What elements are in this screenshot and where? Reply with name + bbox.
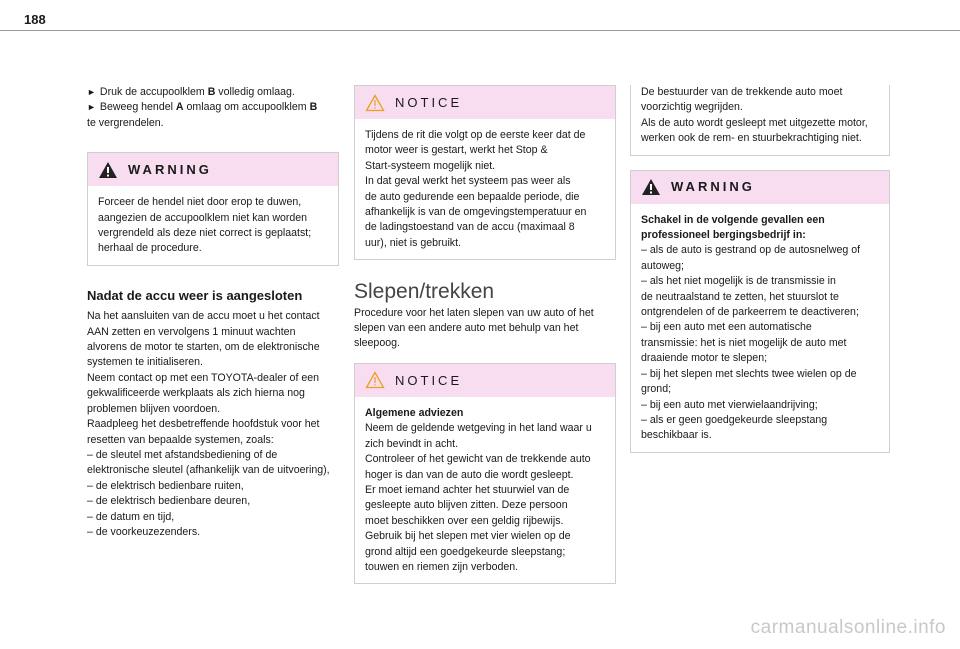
warning-line: vergrendeld als deze niet correct is geplaatst;: [98, 227, 312, 240]
body-line: alvorens de motor te starten, om de elektronische: [87, 341, 320, 354]
warning-line: – bij het slepen met slechts twee wielen op de: [641, 367, 857, 380]
body-line: resetten van bepaalde systemen, zoals:: [87, 433, 274, 446]
section-title: Nadat de accu weer is aangesloten: [87, 287, 303, 303]
body-line: De bestuurder van de trekkende auto moet: [641, 86, 843, 98]
notice-line: Start-systeem mogelijk niet.: [365, 159, 496, 172]
warning-header: [631, 171, 889, 204]
warning-line: transmissie: het is niet mogelijk de auto met: [641, 336, 847, 349]
warning-bold-line: professioneel bergingsbedrijf in:: [641, 229, 806, 242]
notice-box-2: [354, 363, 616, 584]
intro-text: [354, 306, 616, 352]
warning-body: [631, 204, 889, 452]
warning-line: – als het niet mogelijk is de transmissie in: [641, 275, 836, 288]
step-text-bold: B: [207, 86, 216, 98]
body-line: Neem contact op met een TOYOTA-dealer of een: [87, 371, 320, 384]
step-text: te vergrendelen.: [87, 116, 164, 129]
column-3: [630, 85, 890, 453]
warning-title: WARNING: [128, 162, 212, 178]
notice-triangle-icon: [365, 371, 385, 389]
warning-line: Forceer de hendel niet door erop te duwen,: [98, 196, 302, 209]
notice-title: NOTICE: [395, 372, 463, 388]
notice-line: touwen en riemen zijn verboden.: [365, 560, 519, 573]
warning-title: WARNING: [671, 179, 755, 195]
notice-line: de auto gedurende een bepaalde periode, die: [365, 190, 580, 203]
body-line: – de elektrisch bedienbare deuren,: [87, 495, 251, 508]
column-1: [87, 85, 339, 540]
notice-line: hoger is dan van de auto die wordt gesleept.: [365, 468, 574, 481]
section-heading: Slepen/trekken: [354, 280, 495, 304]
body-line: werken ook de rem- en stuurbekrachtiging niet.: [641, 132, 862, 145]
body-line: Na het aansluiten van de accu moet u het contact: [87, 310, 320, 323]
warning-line: ontgrendelen of de parkeerrem te deactiveren;: [641, 306, 859, 319]
notice-line: moet beschikken over een geldig rijbewijs.: [365, 514, 564, 527]
notice-line: In dat geval werkt het systeem pas weer als: [365, 175, 571, 188]
notice-line: afhankelijk is van de omgevingstemperatuur en: [365, 206, 587, 219]
arrow-icon: ►: [87, 87, 96, 97]
notice-body: [355, 397, 615, 583]
notice-line: motor weer is gestart, werkt het Stop &: [365, 144, 548, 157]
body-line: – de voorkeuzezenders.: [87, 525, 201, 538]
warning-bold-line: Schakel in de volgende gevallen een: [641, 213, 825, 226]
body-line: Raadpleeg het desbetreffende hoofdstuk voor het: [87, 418, 320, 431]
notice-subtitle: Algemene adviezen: [365, 406, 464, 419]
warning-line: – als de auto is gestrand op de autosnelweg of: [641, 244, 861, 257]
step-text: omlaag om accupoolklem: [183, 101, 310, 114]
body-line: – de sleutel met afstandsbediening of de: [87, 448, 278, 461]
notice-line: Controleer of het gewicht van de trekkende auto: [365, 453, 591, 466]
warning-line: draaiende motor te slepen;: [641, 352, 768, 365]
arrow-icon: ►: [87, 102, 96, 113]
warning-line: herhaal de procedure.: [98, 242, 202, 255]
notice-line: Tijdens de rit die volgt op de eerste keer dat de: [365, 129, 586, 141]
body-line: systemen te initialiseren.: [87, 356, 203, 369]
notice-title: NOTICE: [395, 94, 463, 110]
warning-triangle-icon: [98, 161, 118, 179]
notice-line: Neem de geldende wetgeving in het land waar u: [365, 422, 592, 435]
body-line: elektronische sleutel (afhankelijk van de uitvoering),: [87, 464, 330, 477]
intro-line: Procedure voor het laten slepen van uw auto of het: [354, 306, 594, 319]
body-line: problemen blijven voordoen.: [87, 402, 221, 415]
intro-line: sleepoog.: [354, 337, 400, 350]
warning-line: – bij een auto met vierwielaandrijving;: [641, 398, 818, 411]
step-text: Druk de accupoolklem: [99, 86, 208, 98]
notice-line: Er moet iemand achter het stuurwiel van de: [365, 483, 570, 496]
notice-line: zich bevindt in acht.: [365, 437, 459, 450]
warning-line: – bij een auto met een automatische: [641, 321, 812, 334]
page-number: 188: [24, 12, 46, 27]
step-text: volledig omlaag.: [215, 86, 295, 98]
warning-line: aangezien de accupoolklem niet kan worden: [98, 211, 308, 224]
notice-line: de ladingstoestand van de accu (maximaal 8: [365, 221, 575, 234]
warning-triangle-icon: [641, 178, 661, 196]
step-text-bold: B: [309, 101, 318, 114]
warning-line: de neutraalstand te zetten, het stuurslot te: [641, 290, 839, 303]
notice-line: grond altijd een goedgekeurde sleepstang;: [365, 545, 566, 558]
warning-line: – als er geen goedgekeurde sleepstang: [641, 413, 828, 426]
column-2: [354, 85, 616, 584]
notice-line: Gebruik bij het slepen met vier wielen op de: [365, 530, 571, 543]
warning-line: beschikbaar is.: [641, 429, 712, 442]
notice-body: [355, 119, 615, 259]
warning-box: [630, 170, 890, 453]
body-line: – de datum en tijd,: [87, 510, 175, 523]
body-line: Als de auto wordt gesleept met uitgezette motor,: [641, 116, 868, 129]
notice-line: gesleepte auto blijven zitten. Deze persoon: [365, 499, 568, 512]
step-2: [87, 100, 339, 131]
body-line: gekwalificeerde werkplaats als zich hierna nog: [87, 387, 305, 400]
warning-body: [88, 186, 338, 265]
notice-box: [354, 85, 616, 260]
notice-header: [355, 364, 615, 397]
header-rule: [0, 30, 960, 31]
notice-line: uur), niet is gebruikt.: [365, 236, 461, 249]
notice-header: [355, 86, 615, 119]
body-line: voorzichtig wegrijden.: [641, 101, 743, 114]
step-text: Beweeg hendel: [99, 101, 176, 114]
continued-notice-box: [630, 85, 890, 156]
notice-triangle-icon: [365, 94, 385, 112]
watermark: carmanualsonline.info: [750, 617, 946, 638]
step-1: [87, 85, 339, 100]
step-text-bold: A: [175, 101, 184, 114]
warning-header: [88, 153, 338, 186]
warning-line: autoweg;: [641, 259, 684, 272]
warning-box: [87, 152, 339, 266]
warning-line: grond;: [641, 383, 672, 396]
body-line: – de elektrisch bedienbare ruiten,: [87, 479, 244, 492]
intro-line: slepen van een andere auto met behulp van het: [354, 322, 579, 335]
body-line: AAN zetten en vervolgens 1 minuut wachten: [87, 325, 296, 338]
section-body: [87, 309, 339, 540]
